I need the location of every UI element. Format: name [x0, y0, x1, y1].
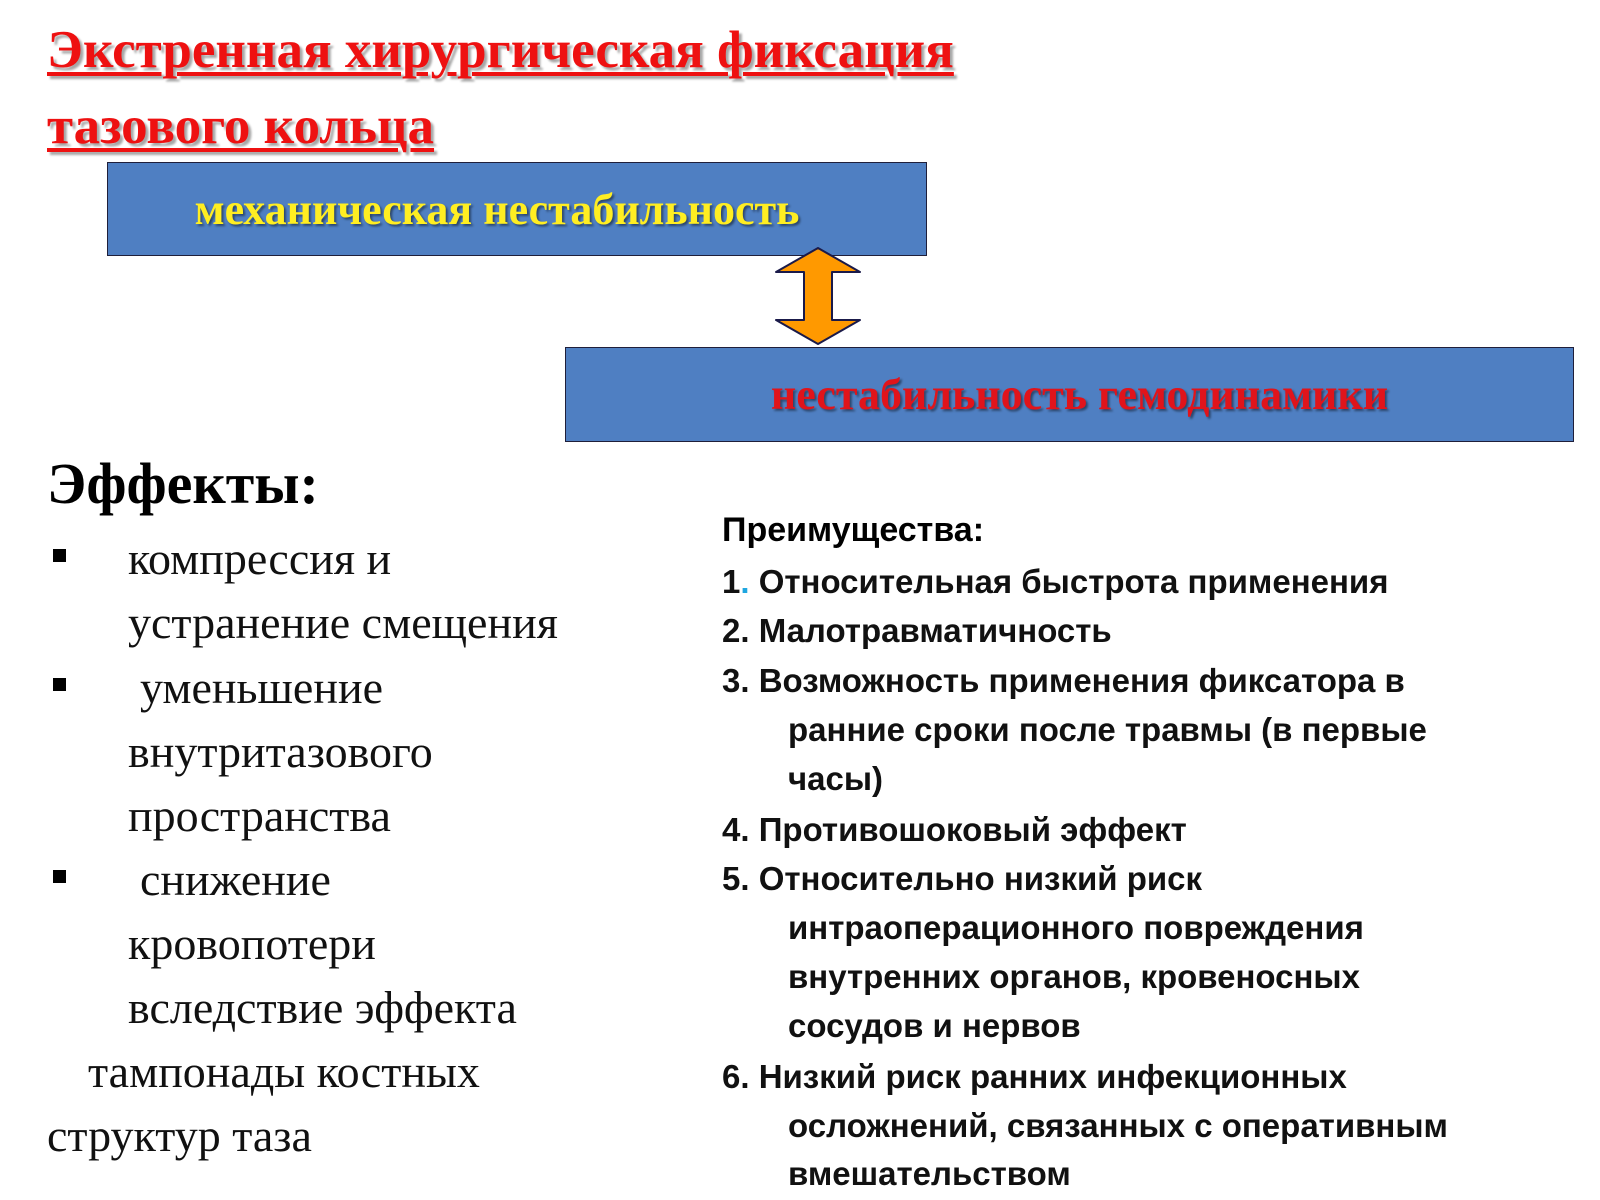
effect-line: структур таза: [47, 1110, 312, 1161]
effects-heading: Эффекты:: [47, 451, 319, 516]
advantage-item-3-line: 3. Возможность применения фиксатора в: [722, 662, 1405, 699]
advantage-item-6-line: 6. Низкий риск ранних инфекционных: [722, 1058, 1347, 1095]
advantage-item-5-line: интраоперационного повреждения: [788, 909, 1364, 946]
effect-line: вследствие эффекта: [128, 982, 517, 1033]
slide-title-line-2: тазового кольца: [47, 97, 435, 155]
advantage-item-2: 2. Малотравматичность: [722, 612, 1112, 649]
advantages-heading: Преимущества:: [722, 511, 985, 549]
mechanical-instability-label: механическая нестабильность: [194, 184, 800, 234]
square-bullet-icon: [53, 870, 66, 883]
advantage-item-4: 4. Противошоковый эффект: [722, 811, 1187, 848]
effect-line: тампонады костных: [88, 1046, 480, 1097]
effect-line: пространства: [128, 790, 391, 841]
advantage-item-1-text: Относительная быстрота применения: [749, 563, 1389, 600]
square-bullet-icon: [53, 549, 66, 562]
advantage-item-1-number: 1: [722, 563, 741, 600]
square-bullet-icon: [53, 678, 66, 691]
advantage-item-5-line: сосудов и нервов: [788, 1007, 1081, 1044]
advantage-item-3-line: ранние сроки после травмы (в первые: [788, 711, 1427, 748]
advantage-item-5-line: 5. Относительно низкий риск: [722, 860, 1203, 897]
advantage-item-6-line: осложнений, связанных с оперативным: [788, 1107, 1448, 1144]
hemodynamic-instability-label: нестабильность гемодинамики: [770, 370, 1389, 419]
effect-line: кровопотери: [128, 918, 376, 969]
advantage-item-3-line: часы): [788, 760, 884, 797]
advantage-item-1-dot: .: [740, 563, 750, 600]
effect-line: уменьшение: [140, 662, 384, 713]
slide-title-line-1: Экстренная хирургическая фиксация: [47, 21, 954, 79]
effect-line: внутритазового: [128, 726, 433, 777]
effect-line: компрессия и: [128, 533, 392, 584]
advantage-item-5-line: внутренних органов, кровеносных: [788, 958, 1360, 995]
hemodynamic-instability-box: [565, 347, 1574, 442]
advantage-item-6-line: вмешательством: [788, 1155, 1071, 1192]
double-arrow-icon: [768, 246, 868, 346]
effect-line: снижение: [140, 854, 331, 905]
mechanical-instability-box: [107, 162, 927, 256]
effect-line: устранение смещения: [128, 597, 558, 648]
advantage-item-1: [722, 565, 1388, 598]
